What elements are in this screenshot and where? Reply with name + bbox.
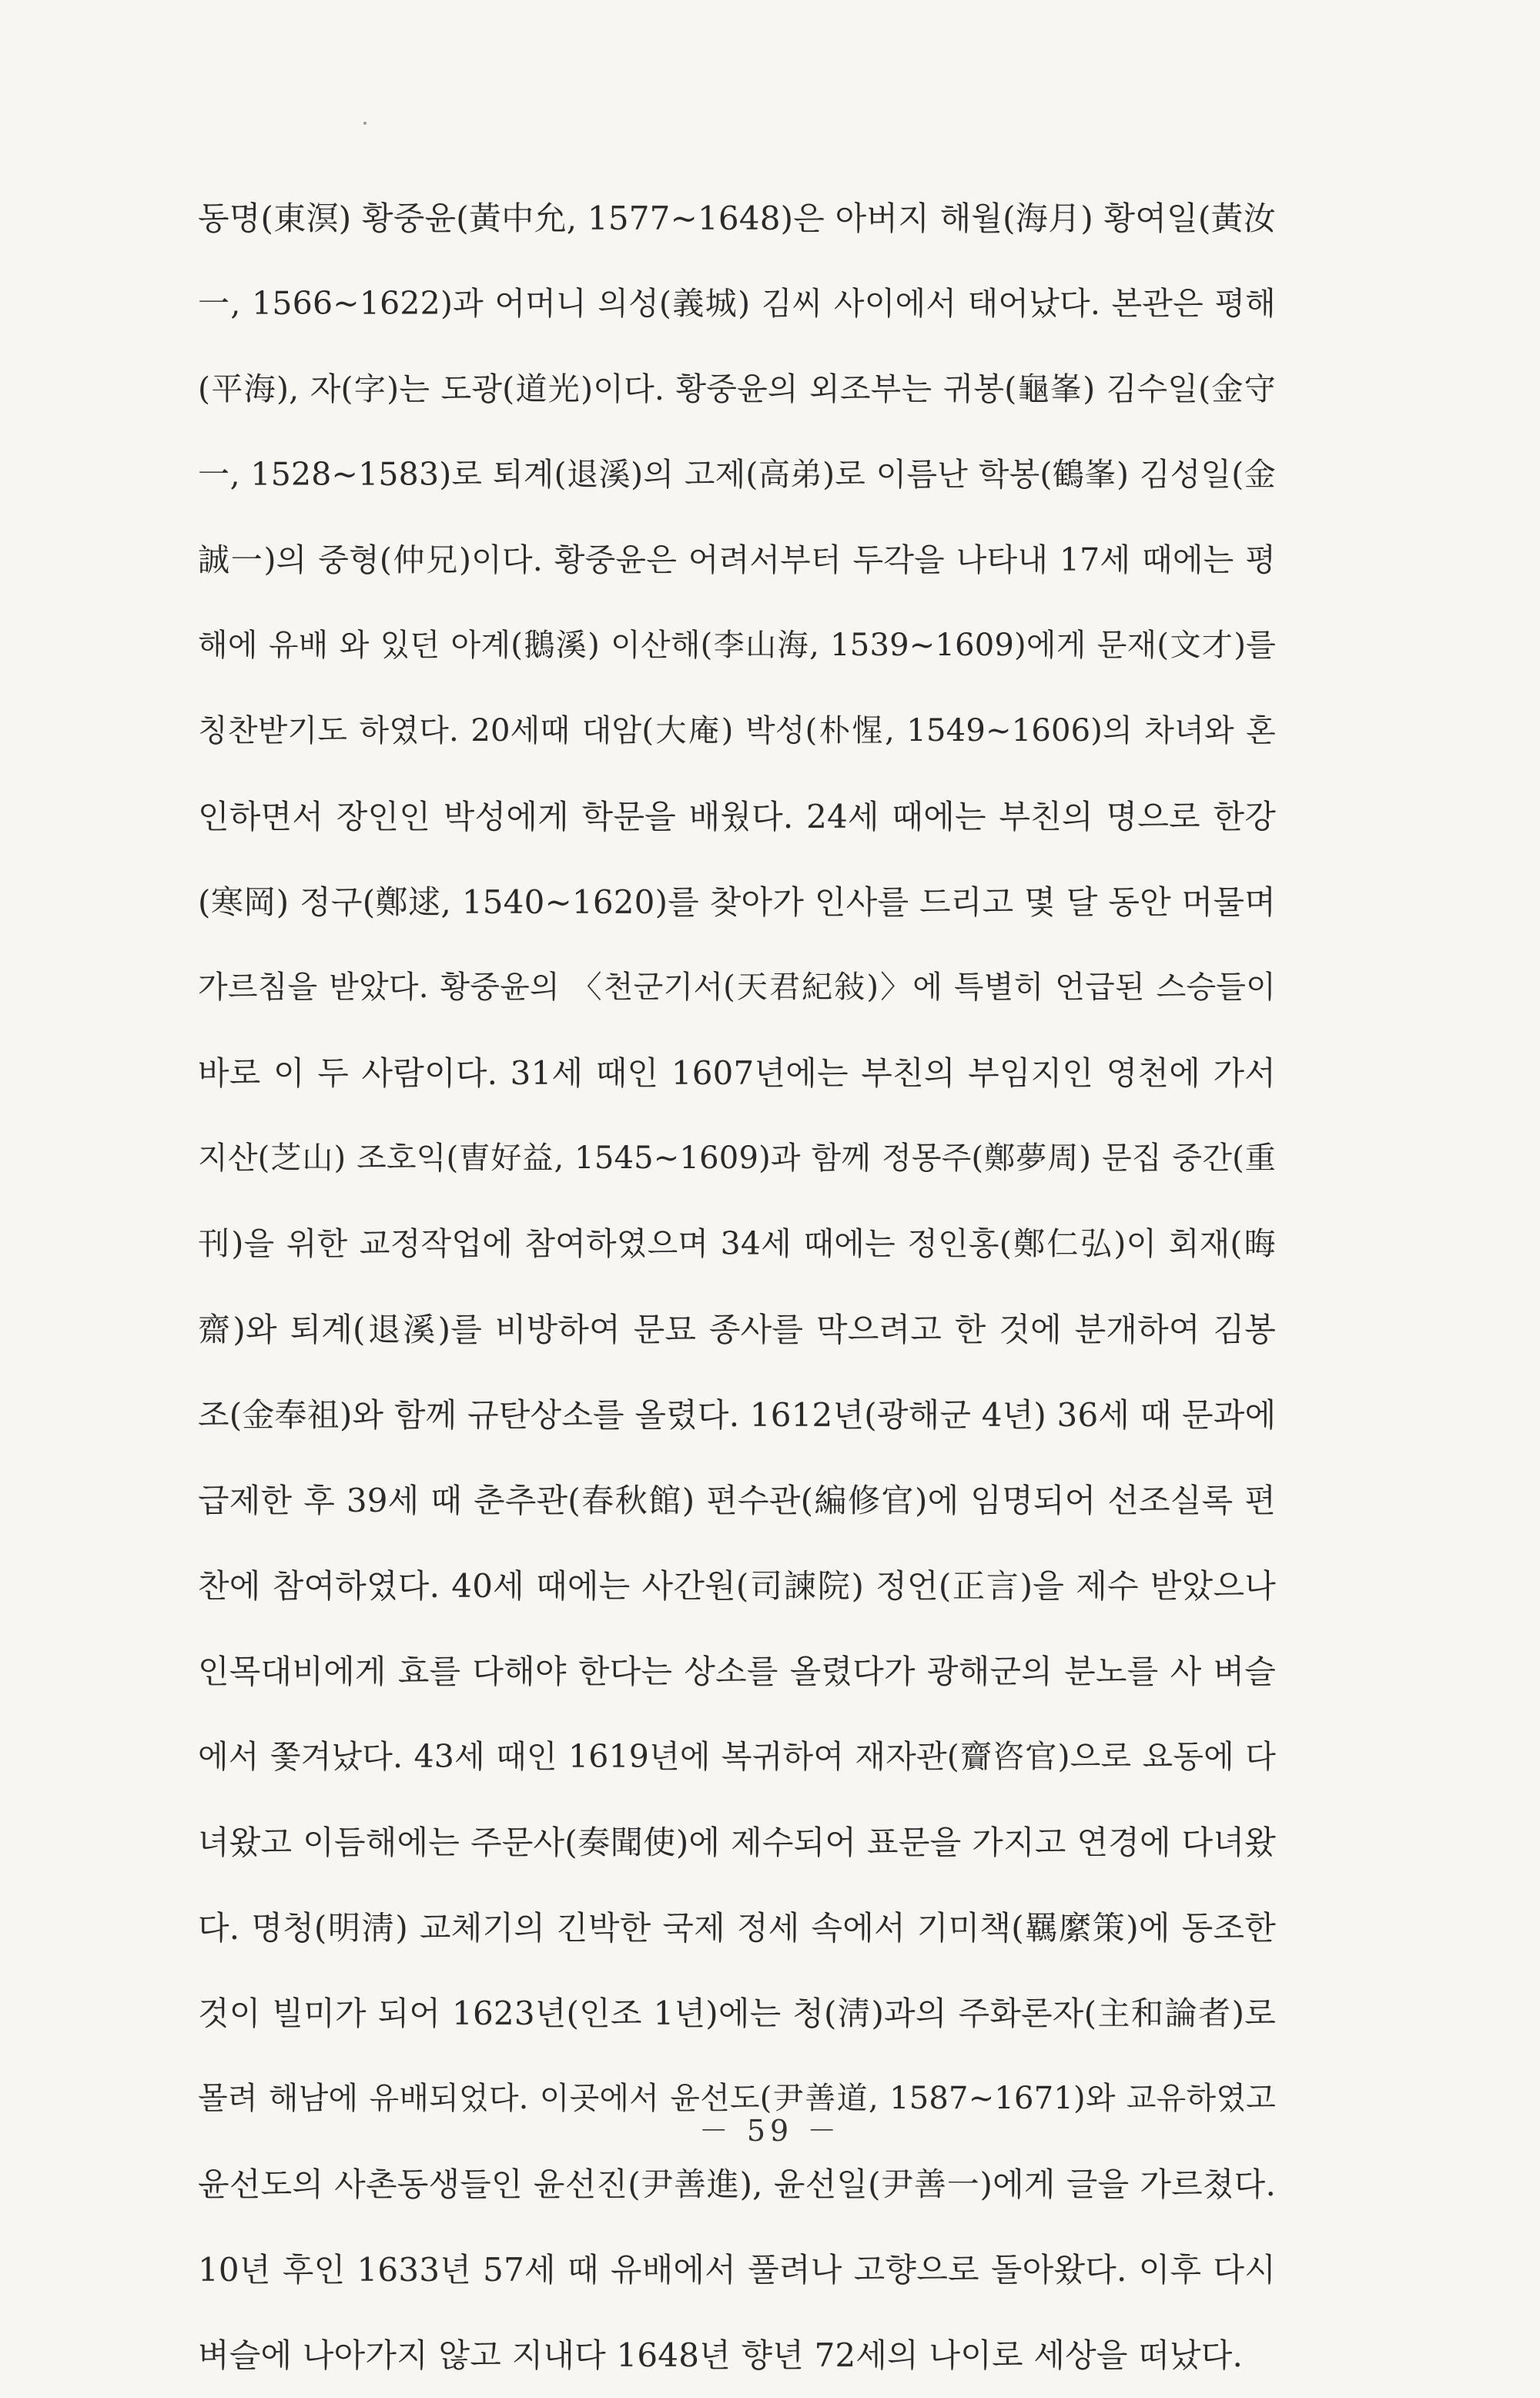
text-line: (寒岡) 정구(鄭逑, 1540~1620)를 찾아가 인사를 드리고 몇 달 동안 머물며: [198, 883, 1276, 921]
text-line: 칭찬받기도 하였다. 20세때 대암(大庵) 박성(朴惺, 1549~1606)의 차녀와 혼: [198, 713, 1276, 749]
text-line: 것이 빌미가 되어 1623년(인조 1년)에는 청(淸)과의 주화론자(主和論者)로: [198, 1994, 1276, 2032]
text-line: 다. 명청(明淸) 교체기의 긴박한 국제 정세 속에서 기미책(羈縻策)에 동조한: [198, 1909, 1276, 1947]
text-line: 조(金奉祖)와 함께 규탄상소를 올렸다. 1612년(광해군 4년) 36세 때 문과에: [198, 1396, 1277, 1434]
text-line: 해에 유배 와 있던 아계(鵝溪) 이산해(李山海, 1539~1609)에게 문재(文才)를: [198, 628, 1276, 663]
text-line: 지산(芝山) 조호익(曺好益, 1545~1609)과 함께 정몽주(鄭夢周) 문집 중간(重: [198, 1140, 1276, 1176]
text-line: 刊)을 위한 교정작업에 참여하였으며 34세 때에는 정인홍(鄭仁弘)이 회재(晦: [198, 1225, 1276, 1262]
text-line: 인목대비에게 효를 다해야 한다는 상소를 올렸다가 광해군의 분노를 사 벼슬: [198, 1653, 1276, 1690]
text-line: 가르침을 받았다. 황중윤의 〈천군기서(天君紀敍)〉에 특별히 언급된 스승들이: [198, 970, 1276, 1005]
text-line: 에서 쫓겨났다. 43세 때인 1619년에 복귀하여 재자관(齎咨官)으로 요동에 다: [198, 1738, 1276, 1775]
text-line: 齋)와 퇴계(退溪)를 비방하여 문묘 종사를 막으려고 한 것에 분개하여 김봉: [198, 1311, 1276, 1348]
text-line: 녀왔고 이듬해에는 주문사(奏聞使)에 제수되어 표문을 가지고 연경에 다녀왔: [198, 1824, 1276, 1861]
text-line: 一, 1528~1583)로 퇴계(退溪)의 고제(高弟)로 이름난 학봉(鶴峯) 김성일(金: [198, 456, 1276, 493]
text-line: (平海), 자(字)는 도광(道光)이다. 황중윤의 외조부는 귀봉(龜峯) 김수일(金守: [198, 370, 1276, 407]
text-line: 벼슬에 나아가지 않고 지내다 1648년 향년 72세의 나이로 세상을 떠났다.: [198, 2336, 1244, 2374]
text-line: 誠一)의 중형(仲兄)이다. 황중윤은 어려서부터 두각을 나타내 17세 때에는 평: [198, 541, 1276, 578]
text-line: 10년 후인 1633년 57세 때 유배에서 풀려나 고향으로 돌아왔다. 이후 다시: [198, 2251, 1276, 2289]
scan-speck: [363, 122, 367, 125]
text-line: 찬에 참여하였다. 40세 때에는 사간원(司諫院) 정언(正言)을 제수 받았으나: [198, 1567, 1276, 1605]
text-line: 몰려 해남에 유배되었다. 이곳에서 윤선도(尹善道, 1587~1671)와 교유하였고: [198, 2081, 1276, 2116]
body-text: [198, 176, 1276, 2398]
text-line: 인하면서 장인인 박성에게 학문을 배웠다. 24세 때에는 부친의 명으로 한강: [198, 798, 1276, 836]
text-line: 동명(東溟) 황중윤(黃中允, 1577~1648)은 아버지 해월(海月) 황여일(黃汝: [198, 199, 1276, 237]
text-line: 바로 이 두 사람이다. 31세 때인 1607년에는 부친의 부임지인 영천에 가서: [198, 1054, 1276, 1092]
text-line: 윤선도의 사촌동생들인 윤선진(尹善進), 윤선일(尹善一)에게 글을 가르쳤다.: [198, 2165, 1276, 2203]
text-line: 급제한 후 39세 때 춘추관(春秋館) 편수관(編修官)에 임명되어 선조실록 편: [198, 1482, 1276, 1519]
text-line: 一, 1566~1622)과 어머니 의성(義城) 김씨 사이에서 태어났다. 본관은 평해: [198, 285, 1276, 322]
page-number: － 59 －: [698, 2114, 842, 2148]
